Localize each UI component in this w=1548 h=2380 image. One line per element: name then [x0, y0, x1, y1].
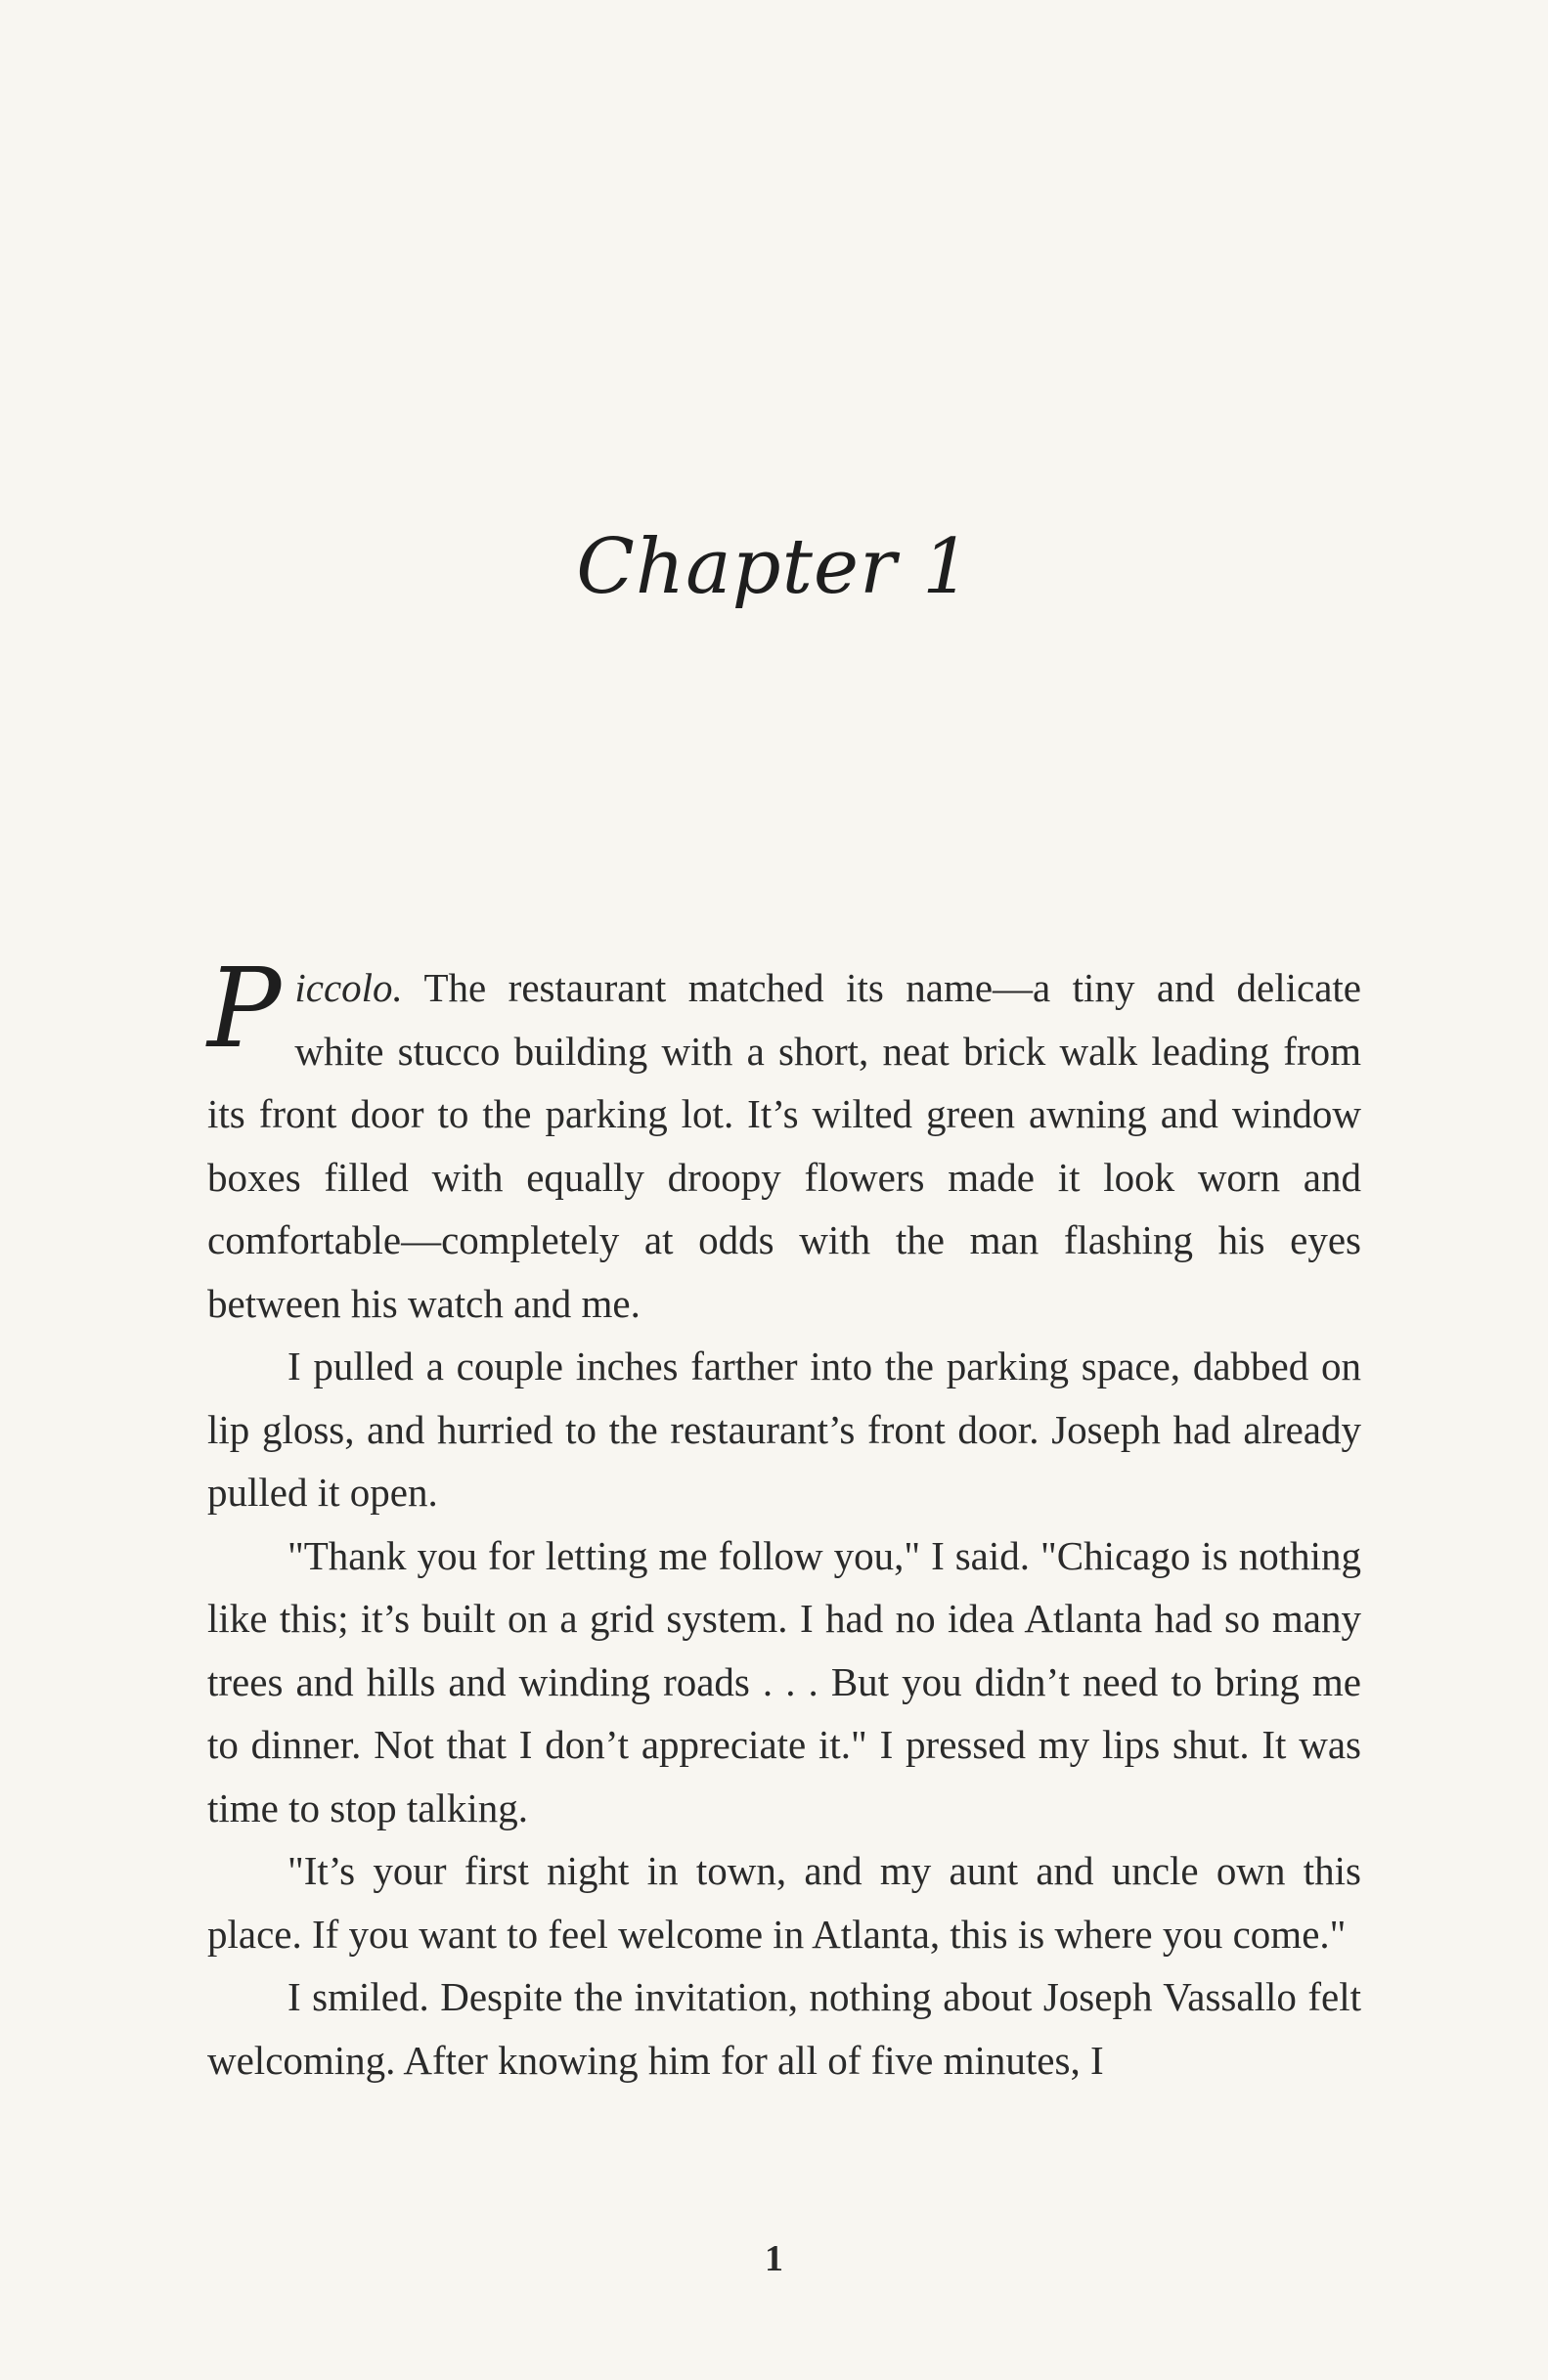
paragraph: I pulled a couple inches farther into the parking space, dabbed on lip gloss, and hurried to the restaurant’s front door. Joseph had already pulled it open. — [207, 1344, 1361, 1515]
paragraph: I smiled. Despite the invitation, nothing about Joseph Vassallo felt welcoming. After knowing him for all of five minutes, I — [207, 1974, 1361, 2083]
opening-text: The restaurant matched its name—a tiny and delicate white stucco building with a short, neat brick walk leading from its front door to the parking lot. It’s wilted green awning and window boxes filled with equally droopy flowers made it look worn and comfortable—completely at odds with the man flashing his eyes between his watch and me. — [207, 965, 1361, 1326]
paragraph: "Thank you for letting me follow you," I said. "Chicago is nothing like this; it’s built on a grid system. I had no idea Atlanta had so many trees and hills and winding roads . . . But you didn’t need to bring me to dinner. Not that I don’t appreciate it." I pressed my lips shut. It was time to stop talking. — [207, 1532, 1361, 1830]
page-number: 1 — [765, 2238, 783, 2279]
chapter-body — [207, 946, 1361, 2092]
opening-lead-word: iccolo. — [294, 965, 403, 1010]
paragraph: "It’s your first night in town, and my aunt and uncle own this place. If you want to feel welcome in Atlanta, this is where you come." — [207, 1848, 1361, 1957]
drop-cap: P — [207, 946, 282, 1073]
opening-paragraph — [207, 946, 1361, 1335]
chapter-title: Chapter 1 — [576, 523, 972, 611]
